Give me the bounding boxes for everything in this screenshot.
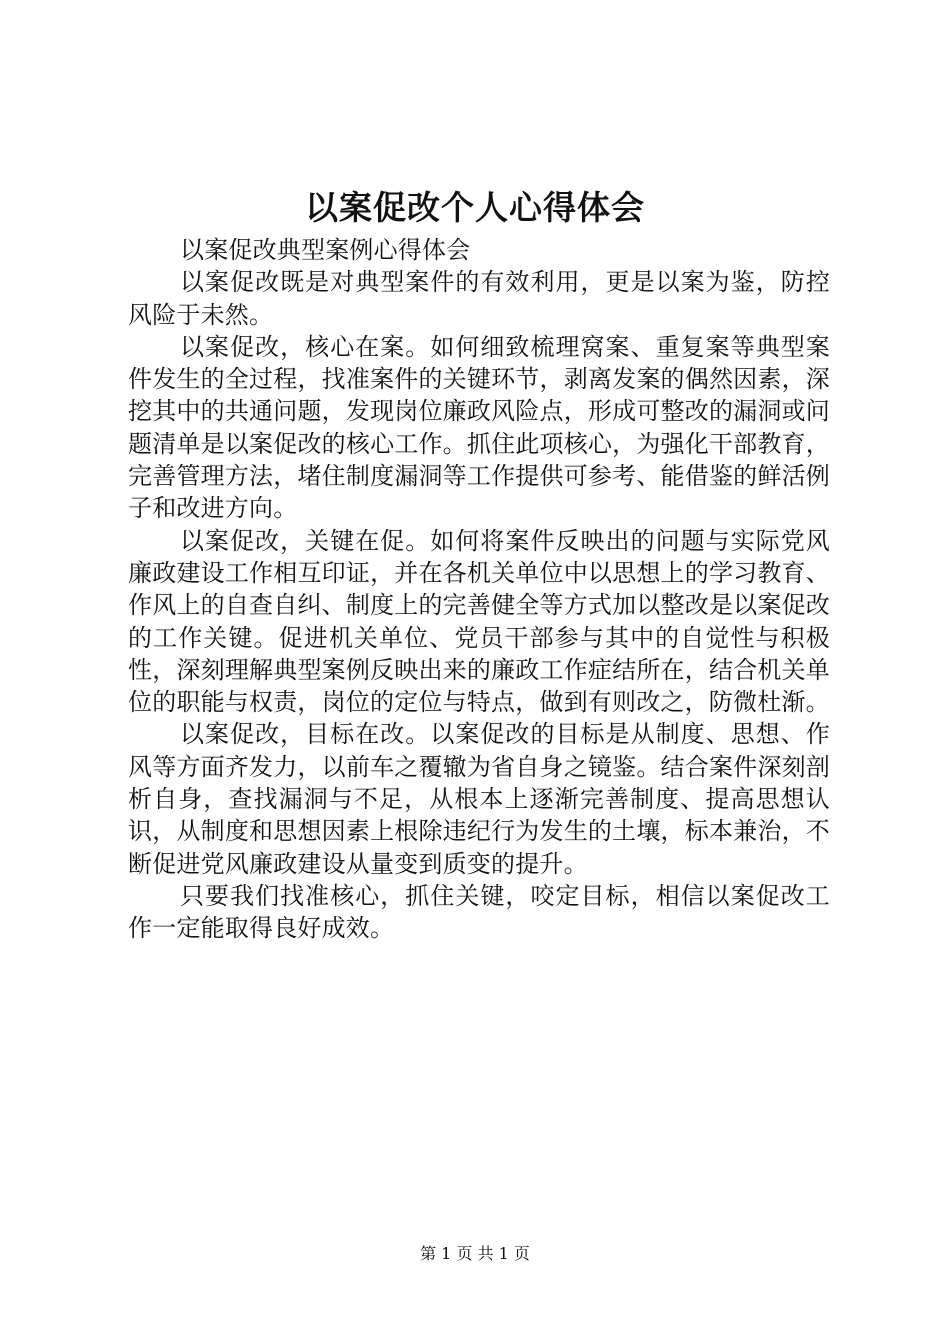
paragraph-conclusion: 只要我们找准核心，抓住关键，咬定目标，相信以案促改工作一定能取得良好成效。 — [128, 881, 830, 943]
document-title: 以案促改个人心得体会 — [305, 188, 645, 227]
paragraph-intro: 以案促改既是对典型案件的有效利用，更是以案为鉴，防控风险于未然。 — [128, 268, 830, 329]
paragraph-key: 以案促改，关键在促。如何将案件反映出的问题与实际党风廉政建设工作相互印证，并在各机关单位中以思想上的学习教育、作风上的自查自纠、制度上的完善健全等方式加以整改是以案促改的工作关键。促进机关单位、党员干部参与其中的自觉性与积极性，深刻理解典型案例反映出来的廉政工作症结所在，结合机关单位的职能与权责，岗位的定位与特点，做到有则改之，防微杜渐。 — [128, 526, 830, 717]
paragraph-goal: 以案促改，目标在改。以案促改的目标是从制度、思想、作风等方面齐发力，以前车之覆辙为省自身之镜鉴。结合案件深刻剖析自身，查找漏洞与不足，从根本上逐渐完善制度、提高思想认识，从制度和思想因素上根除违纪行为发生的土壤，标本兼治，不断促进党风廉政建设从量变到质变的提升。 — [128, 720, 830, 878]
page-number-footer: 第 1 页 共 1 页 — [420, 1244, 530, 1263]
document-body — [128, 234, 830, 945]
paragraph-core: 以案促改，核心在案。如何细致梳理窝案、重复案等典型案件发生的全过程，找准案件的关键环节，剥离发案的偶然因素，深挖其中的共通问题，发现岗位廉政风险点，形成可整改的漏洞或问题清单是以案促改的核心工作。抓住此项核心，为强化干部教育，完善管理方法，堵住制度漏洞等工作提供可参考、能借鉴的鲜活例子和改进方向。 — [128, 332, 830, 523]
paragraph-subtitle: 以案促改典型案例心得体会 — [180, 236, 471, 264]
